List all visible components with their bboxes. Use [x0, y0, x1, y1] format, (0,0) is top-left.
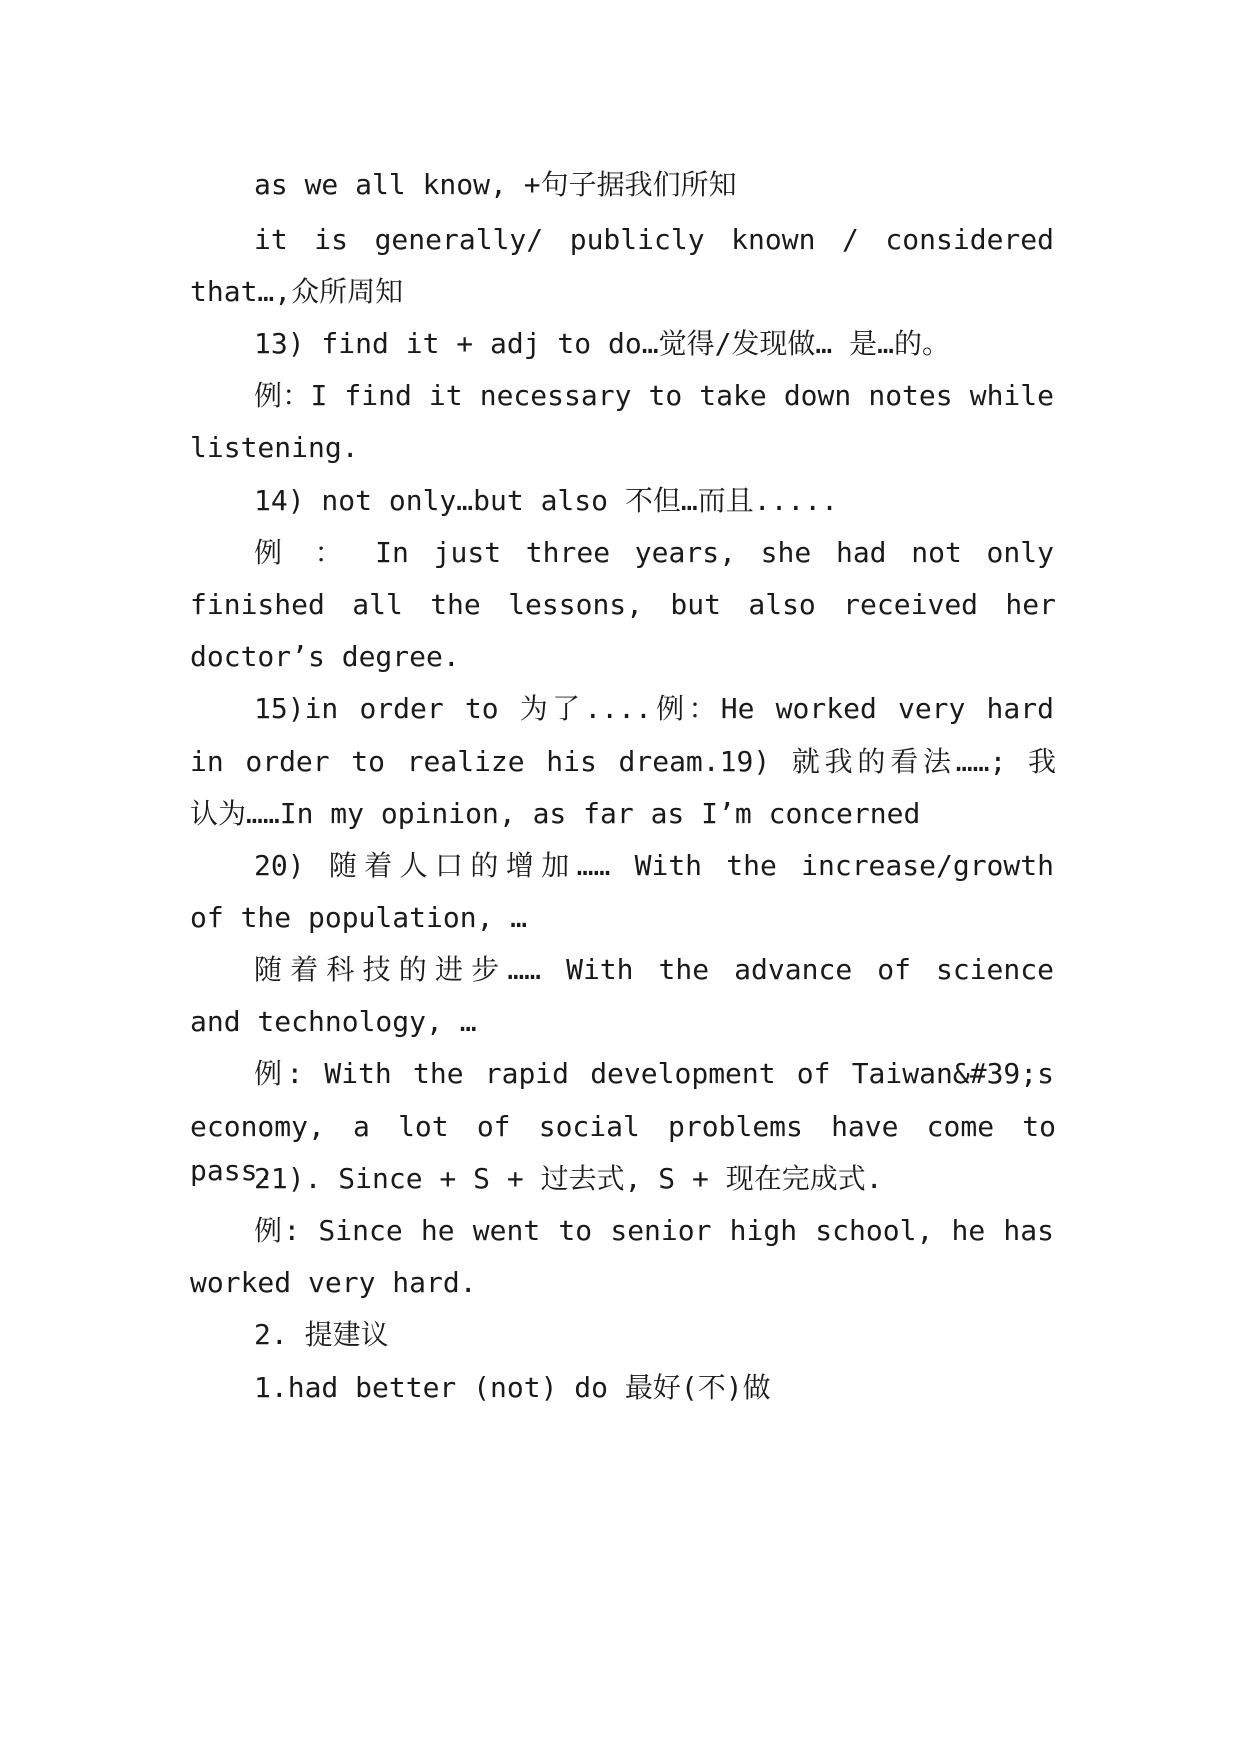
text-line: economy, a lot of social problems have come to pass.: [190, 1110, 1056, 1187]
text-line: doctor’s degree.: [190, 640, 460, 673]
text-line: and technology, …: [190, 1005, 477, 1038]
text-line: finished all the lessons, but also received her: [190, 588, 1056, 621]
text-line: 认为……In my opinion, as far as I’m concerned: [190, 797, 921, 830]
text-line: that…,众所周知: [190, 275, 404, 308]
text-line: 21). Since + S + 过去式, S + 现在完成式.: [254, 1162, 883, 1195]
text-line: 例：I find it necessary to take down notes while: [254, 379, 1054, 412]
text-line: 14) not only…but also 不但…而且.....: [254, 484, 839, 517]
text-line: 随着科技的进步…… With the advance of science: [254, 953, 1054, 986]
text-line: listening.: [190, 431, 359, 464]
text-line: 13) find it + adj to do…觉得/发现做… 是…的。: [254, 327, 951, 360]
text-line: it is generally/ publicly known / considered: [254, 223, 1054, 256]
text-line: 例: Since he went to senior high school, he has: [254, 1214, 1054, 1247]
text-line: in order to realize his dream.19) 就我的看法……; 我: [190, 745, 1056, 778]
text-line: worked very hard.: [190, 1266, 477, 1299]
text-line: 15)in order to 为了....例：He worked very hard: [254, 692, 1054, 725]
text-line: as we all know, +句子据我们所知: [254, 168, 737, 201]
text-line: 1.had better (not) do 最好(不)做: [254, 1371, 771, 1404]
text-line: 例 ： In just three years, she had not only: [254, 536, 1054, 569]
text-line: of the population, …: [190, 901, 528, 934]
text-line: 2. 提建议: [254, 1318, 389, 1351]
text-line: 例: With the rapid development of Taiwan&#39;s: [254, 1057, 1054, 1090]
text-line: 20) 随着人口的增加…… With the increase/growth: [254, 849, 1054, 882]
